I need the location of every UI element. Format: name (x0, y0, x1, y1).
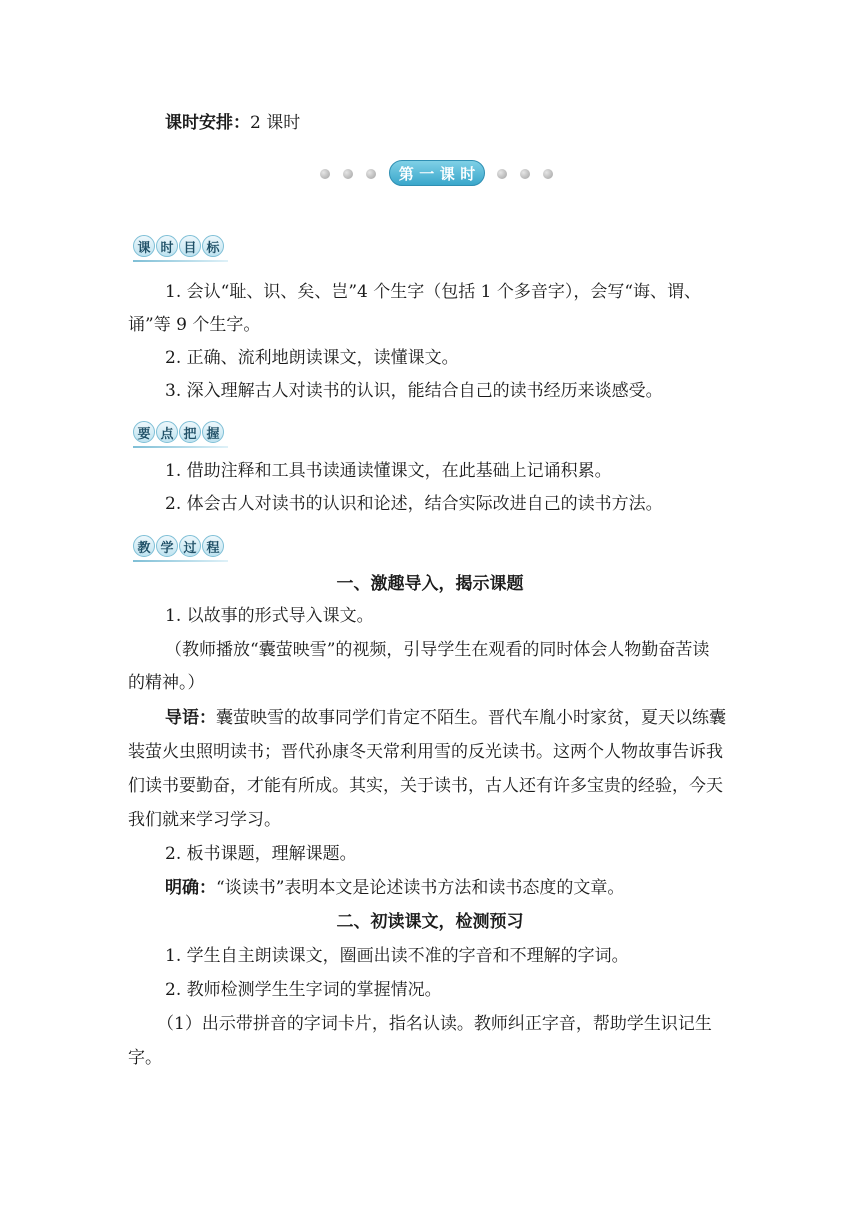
banner-char: 第 (398, 164, 414, 183)
sub-step-line: 字。 (128, 1048, 162, 1068)
badge-char: 目 (179, 235, 201, 257)
note-1-line: 的精神。） (128, 673, 205, 693)
key-point-item: 1. 借助注释和工具书读通读懂课文，在此基础上记诵积累。 (165, 461, 612, 481)
schedule-value: 2 课时 (250, 113, 301, 133)
banner-char: 一 (419, 164, 435, 183)
step-4: 2. 教师检测学生生字词的掌握情况。 (165, 980, 442, 1000)
banner-dot-icon (543, 169, 553, 179)
badge-char: 点 (156, 421, 178, 443)
clarify-label: 明确： (165, 878, 216, 898)
step-2: 2. 板书课题，理解课题。 (165, 844, 357, 864)
clarify-line (165, 876, 624, 900)
goal-item: 2. 正确、流利地朗读课文，读懂课文。 (165, 348, 459, 368)
intro-text: 囊萤映雪的故事同学们肯定不陌生。晋代车胤小时家贫，夏天以练囊 (216, 708, 726, 728)
schedule-label: 课时安排： (165, 113, 250, 133)
step-1: 1. 以故事的形式导入课文。 (165, 606, 374, 626)
banner-dot-icon (366, 169, 376, 179)
banner-label (389, 160, 485, 186)
badge-underline (133, 560, 228, 562)
intro-label: 导语： (165, 708, 216, 728)
badge-char: 学 (156, 535, 178, 557)
badge-char: 课 (133, 235, 155, 257)
goal-item: 3. 深入理解古人对读书的认识，能结合自己的读书经历来谈感受。 (165, 381, 663, 401)
heading-1: 一、激趣导入，揭示课题 (336, 574, 524, 594)
section-badge-goals (133, 233, 224, 259)
badge-char: 过 (179, 535, 201, 557)
intro-line: 装萤火虫照明读书；晋代孙康冬天常利用雪的反光读书。这两个人物故事告诉我 (128, 742, 723, 762)
badge-underline (133, 446, 228, 448)
goal-item: 诵”等 9 个生字。 (128, 315, 261, 335)
badge-underline (133, 260, 228, 262)
intro-line: 我们就来学习学习。 (128, 810, 281, 830)
banner-char: 课 (439, 164, 455, 183)
badge-char: 把 (179, 421, 201, 443)
intro-line: 们读书要勤奋，才能有所成。其实，关于读书，古人还有许多宝贵的经验，今天 (128, 776, 723, 796)
step-3: 1. 学生自主朗读课文，圈画出读不准的字音和不理解的字词。 (165, 946, 629, 966)
schedule-line (165, 111, 300, 135)
key-point-item: 2. 体会古人对读书的认识和论述，结合实际改进自己的读书方法。 (165, 494, 663, 514)
banner-dot-icon (520, 169, 530, 179)
intro-line (165, 706, 726, 730)
section-badge-process (133, 533, 224, 559)
lesson-banner (0, 158, 860, 188)
section-badge-key-points (133, 419, 224, 445)
banner-dot-icon (343, 169, 353, 179)
banner-char: 时 (460, 164, 476, 183)
badge-char: 要 (133, 421, 155, 443)
badge-char: 时 (156, 235, 178, 257)
goal-item: 1. 会认“耻、识、矣、岂”4 个生字（包括 1 个多音字），会写“诲、谓、 (165, 282, 702, 302)
banner-dot-icon (320, 169, 330, 179)
clarify-text: “谈读书”表明本文是论述读书方法和读书态度的文章。 (216, 878, 625, 898)
badge-char: 标 (202, 235, 224, 257)
sub-step-line: （1）出示带拼音的字词卡片，指名认读。教师纠正字音，帮助学生识记生 (157, 1014, 712, 1034)
badge-char: 教 (133, 535, 155, 557)
badge-char: 程 (202, 535, 224, 557)
heading-2: 二、初读课文，检测预习 (336, 912, 524, 932)
badge-char: 握 (202, 421, 224, 443)
banner-dot-icon (497, 169, 507, 179)
note-1-line: （教师播放“囊萤映雪”的视频，引导学生在观看的同时体会人物勤奋苦读 (165, 640, 710, 660)
